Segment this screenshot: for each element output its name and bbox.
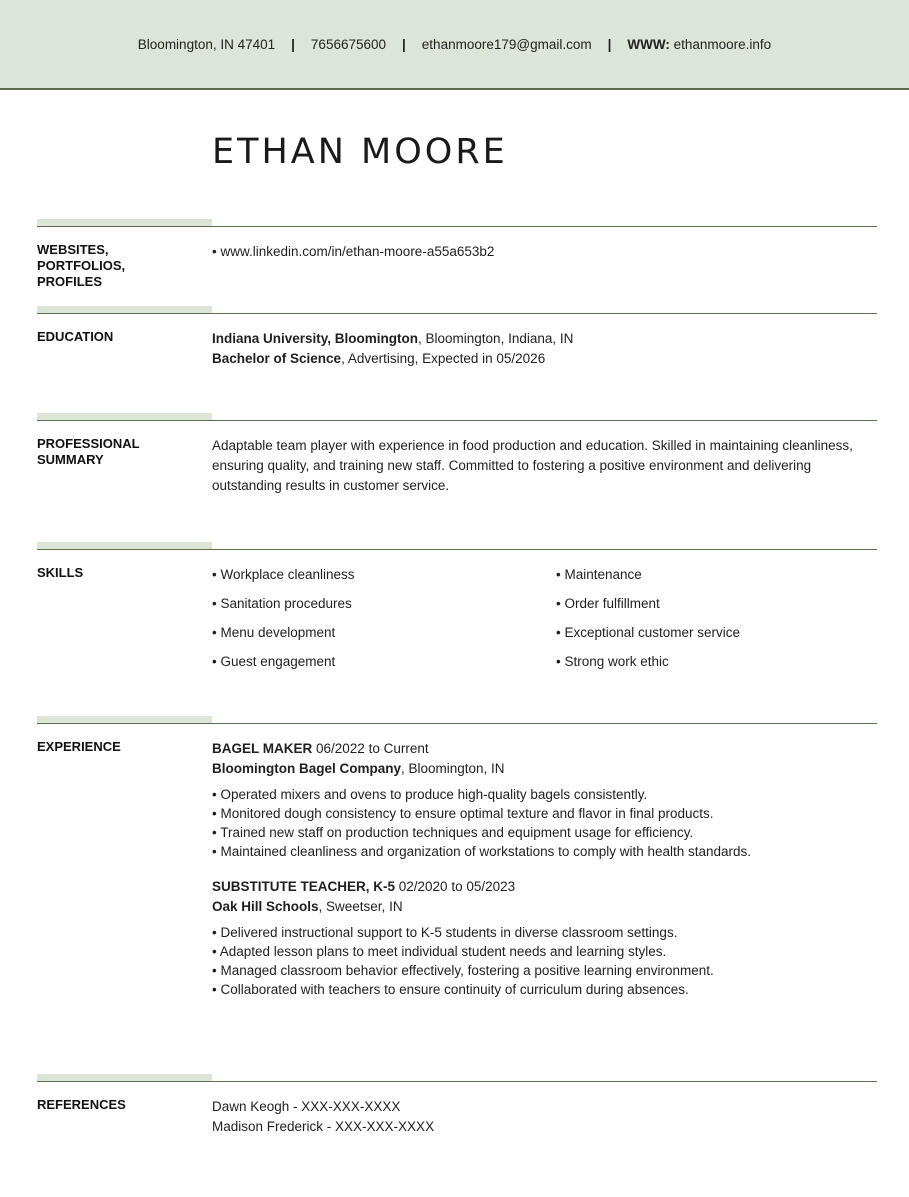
references-label: REFERENCES — [37, 1097, 126, 1112]
skill-item: • Order fulfillment — [556, 596, 660, 611]
degree-name: Bachelor of Science — [212, 351, 342, 366]
job-bullet: • Delivered instructional support to K-5 students in diverse classroom settings. — [212, 925, 678, 940]
job-title: SUBSTITUTE TEACHER, K-5 — [212, 879, 396, 894]
reference-item: Dawn Keogh - XXX-XXX-XXXX — [212, 1099, 401, 1114]
job-company: Bloomington Bagel Company — [212, 761, 401, 776]
education-school-line — [212, 329, 872, 349]
experience-label: EXPERIENCE — [37, 739, 121, 754]
job-bullets — [212, 785, 872, 861]
school-name: Indiana University, Bloomington — [212, 331, 419, 346]
skill-item: • Strong work ethic — [556, 654, 669, 669]
section-accent — [37, 219, 212, 226]
skill-item: • Exceptional customer service — [556, 625, 741, 640]
school-location: , Bloomington, Indiana, IN — [418, 331, 574, 346]
section-accent — [37, 716, 212, 723]
summary-text: Adaptable team player with experience in food production and education. Skilled in maintaining cleanliness, ensuring quality, and training new staff. Committed to fostering a positive environment and delivering outstanding results in customer service. — [212, 438, 853, 493]
job-dates: 02/2020 to 05/2023 — [395, 879, 516, 894]
contact-header — [0, 0, 909, 90]
website-link[interactable]: • www.linkedin.com/in/ethan-moore-a55a653b2 — [212, 244, 495, 259]
section-accent — [37, 1074, 212, 1081]
skills-label: SKILLS — [37, 565, 84, 580]
skill-item: • Maintenance — [556, 567, 642, 582]
job-bullet: • Operated mixers and ovens to produce high-quality bagels consistently. — [212, 787, 648, 802]
job-location: , Bloomington, IN — [401, 761, 505, 776]
job-bullet: • Maintained cleanliness and organization of workstations to comply with health standards. — [212, 844, 752, 859]
job-bullet: • Collaborated with teachers to ensure continuity of curriculum during absences. — [212, 982, 689, 997]
reference-item: Madison Frederick - XXX-XXX-XXXX — [212, 1119, 435, 1134]
contact-phone[interactable]: 7656675600 — [310, 36, 387, 52]
separator: | — [607, 36, 612, 52]
job-title-line — [212, 877, 872, 897]
separator: | — [402, 36, 406, 52]
job-bullets — [212, 923, 872, 999]
section-rule — [37, 1081, 877, 1082]
separator: | — [291, 36, 295, 52]
summary-label: PROFESSIONAL SUMMARY — [37, 436, 140, 467]
section-rule — [37, 549, 877, 550]
degree-detail: , Advertising, Expected in 05/2026 — [341, 351, 546, 366]
summary-body — [212, 436, 872, 496]
section-rule — [37, 313, 877, 314]
job-entry — [212, 739, 872, 861]
references-body — [212, 1097, 872, 1137]
skill-item: • Menu development — [212, 625, 336, 640]
contact-website[interactable]: ethanmoore.info — [673, 36, 772, 52]
contact-location: Bloomington, IN 47401 — [137, 36, 276, 52]
job-bullet: • Trained new staff on production techniques and equipment usage for efficiency. — [212, 825, 694, 840]
job-company-line — [212, 897, 872, 917]
job-entry — [212, 877, 872, 999]
job-title: BAGEL MAKER — [212, 741, 313, 756]
job-title-line — [212, 739, 872, 759]
section-accent — [37, 306, 212, 313]
candidate-name: ETHAN MOORE — [212, 132, 508, 172]
section-rule — [37, 420, 877, 421]
skill-item: • Workplace cleanliness — [212, 567, 355, 582]
job-dates: 06/2022 to Current — [312, 741, 429, 756]
section-accent — [37, 413, 212, 420]
section-accent — [37, 542, 212, 549]
job-bullet: • Managed classroom behavior effectively, fostering a positive learning environment. — [212, 963, 714, 978]
job-location: , Sweetser, IN — [318, 899, 403, 914]
experience-body — [212, 739, 872, 999]
skill-item: • Sanitation procedures — [212, 596, 352, 611]
job-bullet: • Monitored dough consistency to ensure optimal texture and flavor in final products. — [212, 806, 714, 821]
skill-item: • Guest engagement — [212, 654, 336, 669]
section-rule — [37, 723, 877, 724]
websites-label: WEBSITES, PORTFOLIOS, PROFILES — [37, 242, 126, 289]
www-label: WWW: — [627, 36, 670, 52]
section-rule — [37, 226, 877, 227]
job-company-line — [212, 759, 872, 779]
education-degree-line — [212, 349, 872, 369]
skills-grid — [212, 565, 872, 672]
websites-body — [212, 242, 872, 262]
contact-email[interactable]: ethanmoore179@gmail.com — [421, 36, 592, 52]
job-bullet: • Adapted lesson plans to meet individual student needs and learning styles. — [212, 944, 667, 959]
job-company: Oak Hill Schools — [212, 899, 319, 914]
education-label: EDUCATION — [37, 329, 114, 344]
education-body — [212, 329, 872, 369]
